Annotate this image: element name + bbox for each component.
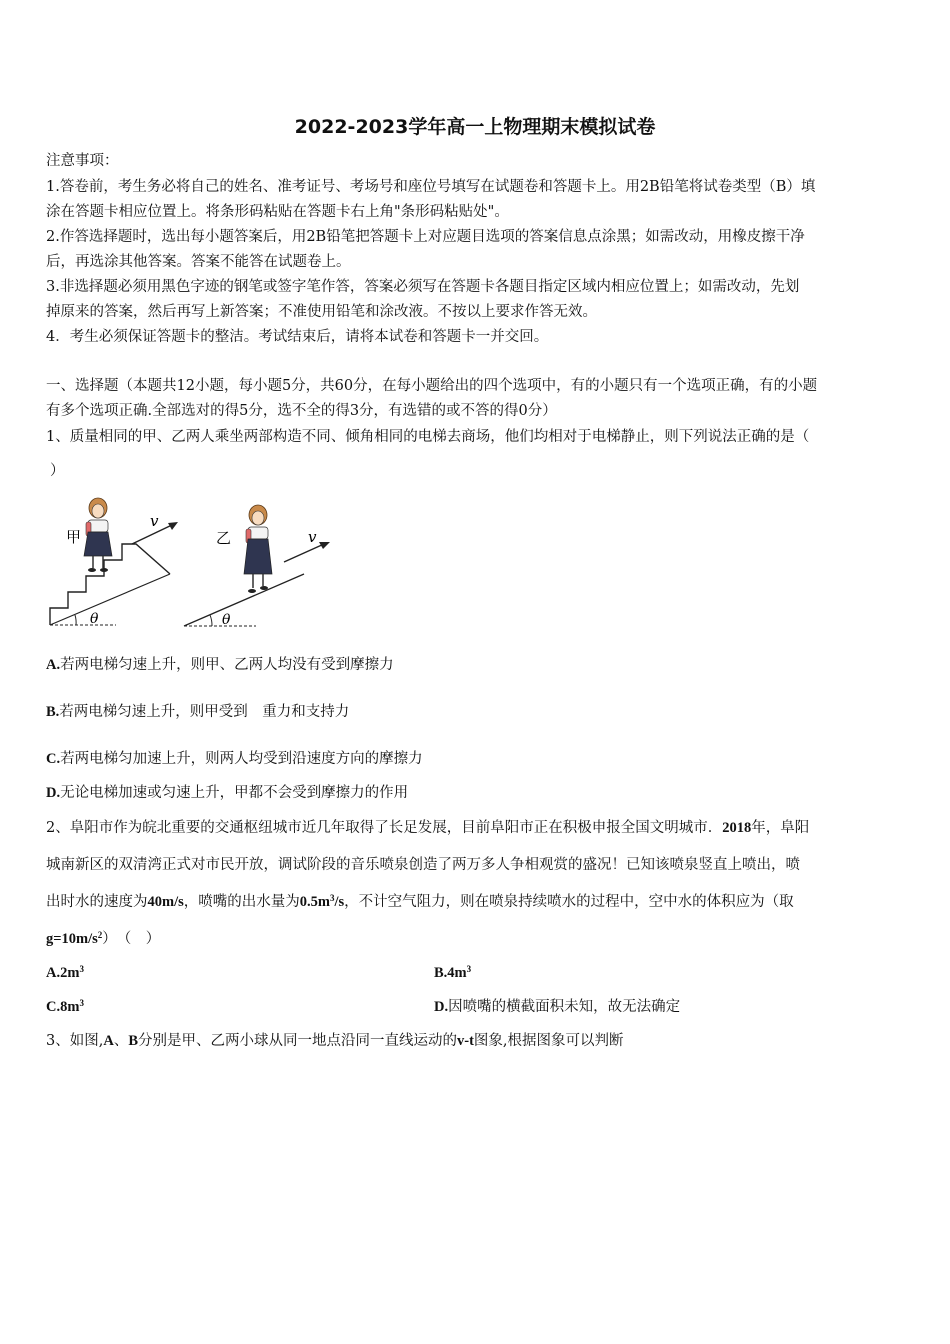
option-text: 若两电梯匀速上升，则甲受到 重力和支持力 — [59, 704, 350, 720]
q2-option-d — [434, 998, 680, 1016]
notice-line: 1.答卷前，考生务必将自己的姓名、准考证号、考场号和座位号填写在试题卷和答题卡上。用2B铅笔将试卷类型（B）填 — [46, 179, 816, 195]
section-heading: 一、选择题（本题共12小题，每小题5分，共60分，在每小题给出的四个选项中，有的小题只有一个选项正确，有的小题 — [46, 378, 818, 394]
q2-flow — [300, 894, 344, 910]
option-label: B. — [46, 704, 60, 720]
q2-option-a — [46, 964, 84, 982]
escalator-figure — [46, 492, 346, 632]
notice-line: 4．考生必须保证答题卡的整洁。考试结束后，请将本试卷和答题卡一并交回。 — [46, 329, 549, 345]
q2-gravity-value: g=10m/s — [46, 931, 98, 947]
q3-label-a: A — [103, 1033, 114, 1049]
angle-label-a: θ — [90, 611, 99, 627]
notice-line: 3.非选择题必须用黑色字迹的钢笔或签字笔作答，答案必须写在答题卡各题目指定区域内相应位置上；如需改动，先划 — [46, 279, 800, 295]
notice-line: 掉原来的答案，然后再写上新答案；不准使用铅笔和涂改液。不按以上要求作答无效。 — [46, 304, 597, 320]
q2-option-c — [46, 998, 84, 1016]
q2-text: 2、阜阳市作为皖北重要的交通枢纽城市近几年取得了长足发展，目前阜阳市正在积极申报全国文明城市． — [46, 820, 723, 836]
q2-option-b — [434, 964, 471, 982]
option-text: 若两电梯匀加速上升，则两人均受到沿速度方向的摩擦力 — [60, 751, 423, 767]
q2-speed: 40m/s — [147, 894, 184, 910]
option-label: A. — [46, 657, 61, 673]
question-2-line: 城南新区的双清湾正式对市民开放，调试阶段的音乐喷泉创造了两万多人争相观赏的盛况！已知该喷泉竖直上喷出，喷 — [46, 857, 800, 873]
q2-gravity-sup: 2 — [97, 930, 103, 940]
q2-flow-unit: /s — [334, 894, 345, 910]
option-label: B. — [434, 965, 448, 981]
option-label: C. — [46, 999, 61, 1015]
q3-text: 图象,根据图象可以判断 — [473, 1033, 624, 1049]
q1-option-c — [46, 750, 423, 768]
option-text: 因喷嘴的横截面积未知，故无法确定 — [448, 999, 681, 1015]
question-3-stem — [46, 1032, 908, 1050]
q2-text: 年，阜阳 — [751, 820, 810, 836]
option-text: 无论电梯加速或匀速上升，甲都不会受到摩擦力的作用 — [60, 785, 409, 801]
q2-text: ，喷嘴的出水量为 — [183, 894, 300, 910]
q1-option-d — [46, 784, 408, 802]
option-label: D. — [46, 785, 61, 801]
option-sup: 3 — [79, 998, 84, 1008]
q1-option-b — [46, 703, 349, 721]
q2-gravity — [46, 931, 102, 947]
option-value: 8m — [60, 999, 80, 1015]
q2-text: ，不计空气阻力，则在喷泉持续喷水的过程中，空中水的体积应为（取 — [344, 894, 794, 910]
q1-option-a — [46, 656, 394, 674]
notice-heading: 注意事项： — [46, 153, 119, 169]
person-b-icon — [244, 505, 272, 593]
section-heading: 有多个选项正确.全部选对的得5分，选不全的得3分，有选错的或不答的得0分） — [46, 403, 557, 419]
option-label: D. — [434, 999, 449, 1015]
question-1-stem: 1、质量相同的甲、乙两人乘坐两部构造不同、倾角相同的电梯去商场，他们均相对于电梯静止，则下列说法正确的是（ — [46, 429, 810, 445]
q2-year: 2018 — [722, 820, 752, 836]
question-2-line — [46, 819, 908, 837]
option-label: A. — [46, 965, 61, 981]
option-value: 2m — [60, 965, 80, 981]
notice-line: 涂在答题卡相应位置上。将条形码粘贴在答题卡右上角"条形码粘贴处"。 — [46, 204, 509, 220]
velocity-label-b: v — [308, 528, 317, 546]
question-2-line — [46, 893, 908, 911]
ramp-escalator — [184, 574, 304, 626]
option-label: C. — [46, 751, 61, 767]
q3-text: 、 — [113, 1033, 129, 1049]
label-person-b: 乙 — [216, 529, 232, 547]
q3-text: 分别是甲、乙两小球从同一地点沿同一直线运动的 — [138, 1033, 457, 1049]
question-2-line — [46, 930, 908, 948]
velocity-arrow-b — [284, 544, 324, 562]
q2-text: 出时水的速度为 — [46, 894, 148, 910]
q3-label-b: B — [128, 1033, 138, 1049]
option-sup: 3 — [79, 964, 84, 974]
option-sup: 3 — [466, 964, 472, 974]
label-person-a: 甲 — [66, 528, 82, 546]
person-a-icon — [84, 498, 112, 572]
q3-text: 3、如图, — [46, 1033, 104, 1049]
q2-flow-value: 0.5m — [299, 894, 330, 910]
angle-label-b: θ — [222, 612, 231, 628]
option-text: 若两电梯匀速上升，则甲、乙两人均没有受到摩擦力 — [60, 657, 394, 673]
q2-text: ） （ ） — [102, 931, 161, 947]
option-value: 4m — [447, 965, 467, 981]
velocity-label-a: v — [150, 512, 159, 530]
notice-line: 后，再选涂其他答案。答案不能答在试题卷上。 — [46, 254, 351, 270]
q3-vt: v-t — [457, 1033, 474, 1049]
question-1-stem-end: ） — [50, 463, 65, 479]
q2-flow-sup: 3 — [329, 893, 335, 903]
exam-title: 2022-2023学年高一上物理期末模拟试卷 — [294, 116, 656, 138]
notice-line: 2.作答选择题时，选出每小题答案后，用2B铅笔把答题卡上对应题目选项的答案信息点涂黑；如需改动，用橡皮擦干净 — [46, 229, 805, 245]
